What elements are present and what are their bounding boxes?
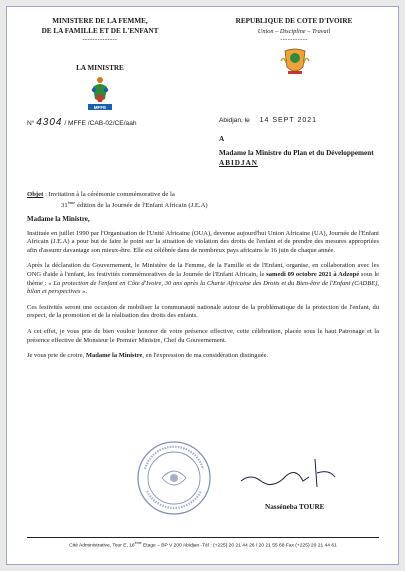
subject-edition-suffix: ème	[67, 200, 76, 206]
footer-address-start: Cité Administrative, Tour E, 16	[69, 543, 135, 549]
letter-page	[6, 6, 399, 565]
republic-motto: Union – Discipline – Travail	[257, 27, 331, 35]
salutation: Madame la Ministre,	[27, 215, 90, 223]
subject-edition-number: 31	[61, 202, 68, 210]
recipient-name: Madame la Ministre du Plan et du Développement	[219, 149, 374, 158]
event-theme: La protection de l'enfant en Côte d'Ivoire, 30 ans après la Charte Africaine des Droits et du Bien-être de l'Enfant (CADBE), bilan et perspectives	[27, 279, 379, 296]
closing-lead: Je vous prie de croire,	[27, 352, 86, 360]
mffe-logo-icon	[83, 75, 117, 113]
closing-addressee: Madame la Ministre	[85, 352, 143, 360]
paragraph-2-end: ».	[80, 288, 87, 296]
republic-header	[219, 17, 369, 44]
closing-paragraph	[27, 352, 379, 361]
recipient-block	[219, 135, 389, 168]
paragraph-3: Ces festivités seront une occasion de mobiliser la communauté nationale autour de la problématique de la protection de l'enfant, du respect, de la promotion et de la réalisation des droits des enfants.	[27, 303, 379, 320]
footer-divider	[27, 537, 379, 538]
paragraph-2	[27, 262, 379, 296]
subject-text-line1: : Invitation à la cérémonie commémorative de la	[43, 191, 175, 198]
subject-text-line2: édition de la Journée de l'Enfant Africain (J.E.A)	[75, 202, 208, 210]
reference-prefix: N°	[27, 120, 35, 127]
mffe-logo-text: MFFE	[93, 105, 107, 110]
ministry-name-line2: DE LA FAMILLE ET DE L'ENFANT	[41, 26, 159, 35]
reference-suffix: / MFFE /CAB-02/CE/aah	[64, 120, 137, 127]
recipient-city: ABIDJAN	[219, 158, 258, 167]
ministry-name-line1: MINISTERE DE LA FEMME,	[52, 17, 148, 25]
dateline-place: Abidjan, le	[219, 117, 250, 124]
paragraph-2-theme-lead: sous le thème : «	[27, 270, 380, 287]
recipient-a: A	[219, 135, 225, 143]
paragraph-1: Instituée en juillet 1990 par l'Organisation de l'Unité Africaine (OUA), devenue aujourd'hui Union Africaine (UA), Journée de l'Enfant Africain (J.E.A) a pour but de faire le point sur la situation de violation des droits de l'enfant et de prendre des mesures appropriées afin d'assurer davantage son mieux-être. Elle est célébrée dans de nombreux pays africains le 16 juin de chaque année.	[27, 229, 379, 254]
header-separator: --------------	[82, 37, 118, 44]
paragraph-2-intro: Après la déclaration du Gouvernement, le Ministère de la Femme, de la Famille et de l'Enfant, organise, en collaboration avec les ONG d'aide à l'enfant, les festivités commémoratives de la Journée de l'Enfant Africain, le	[27, 262, 379, 278]
official-seal-stamp-icon	[135, 439, 213, 517]
dateline	[219, 117, 317, 124]
event-date-place: samedi 09 octobre 2021 à Adzopé	[266, 270, 360, 278]
letter-body	[27, 215, 379, 368]
footer-floor-suffix: ème	[134, 541, 142, 545]
paragraph-4: A cet effet, je vous prie de bien vouloir honorer de votre présence effective, cette célébration, placée sous le haut Patronage et la présence effective de Monsieur le Premier Ministre, Chef du Gouvernement.	[27, 327, 379, 344]
signatory-name: Nasséneba TOURE	[265, 503, 325, 511]
footer-address-end: Etage – BP V 200 Abidjan -Tél : (+225) 20 21 44 26 / 20 21 55 68 Fax (+225) 20 21 44 61	[141, 543, 337, 549]
minister-title: LA MINISTRE	[76, 64, 124, 72]
subject-label: Objet	[27, 191, 44, 198]
republic-separator: -----------	[280, 37, 308, 44]
subject-line	[27, 191, 357, 211]
date-stamp: 14 SEPT 2021	[259, 117, 318, 124]
republic-name: REPUBLIQUE DE COTE D'IVOIRE	[235, 17, 353, 25]
reference-number	[27, 117, 137, 128]
closing-end: , en l'expression de ma considération distinguée.	[142, 352, 269, 360]
reference-handwritten-number: 4304	[36, 117, 63, 128]
handwritten-signature-icon	[237, 455, 347, 491]
ministry-header	[35, 17, 165, 44]
coat-of-arms-icon	[278, 45, 312, 79]
footer-address	[27, 541, 379, 549]
